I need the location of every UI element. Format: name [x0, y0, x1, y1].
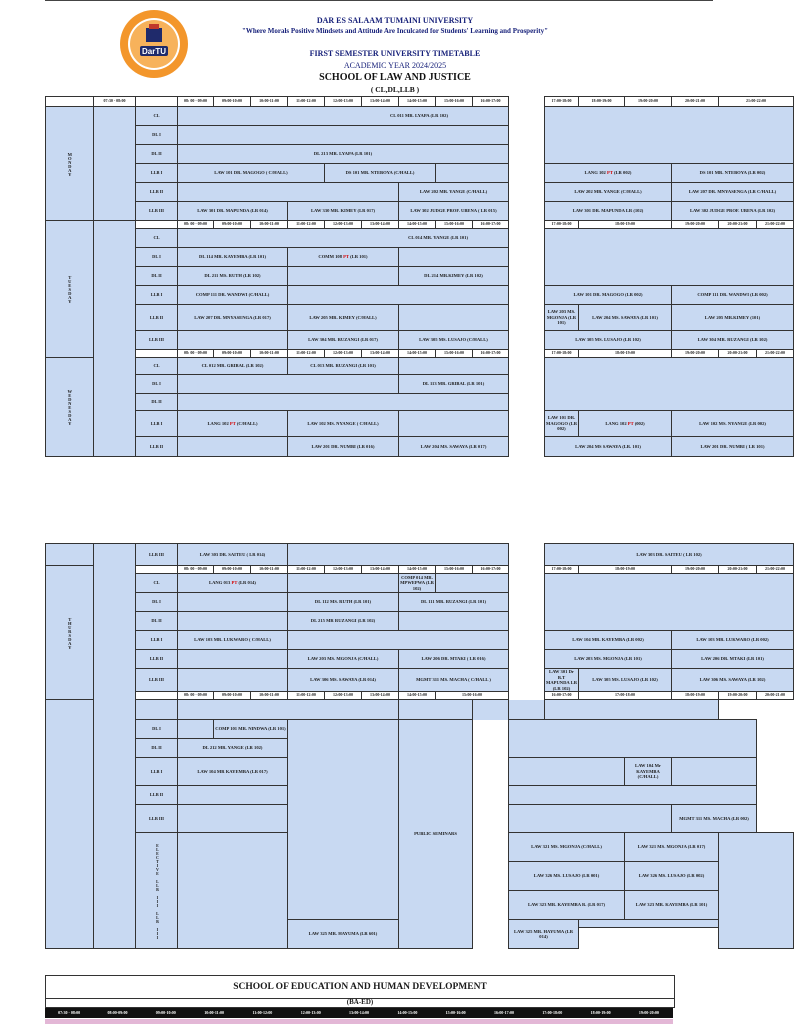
slot-cell: 08: 00 - 09:00: [178, 97, 214, 107]
slot-cell: 07:30 - 08:00: [58, 1010, 81, 1015]
timetable-cell: 19:00-20:00: [672, 221, 719, 229]
timetable-cell: [178, 593, 288, 612]
timetable-cell: DL 211 MS. RUTH (LR 102): [178, 267, 288, 286]
timetable-row: [46, 229, 794, 248]
timetable-cell: LAW 202 MR. YANGE (C/HALL): [399, 183, 509, 202]
timetable-cell: [545, 358, 794, 411]
session-gap: [509, 97, 545, 107]
timetable-cell: LAW 304 MR. RUZANGI (LR 017): [288, 331, 399, 350]
timetable-cell: LAW 104 MR. KAYEMBA (LR 002): [545, 631, 672, 650]
timetable-cell: LAW 202 MR. YANGE (C/HALL): [545, 183, 672, 202]
timetable-cell: DL I: [136, 375, 178, 394]
timetable-cell: LAW 203 MS. MGONJA (LR 101): [545, 650, 672, 669]
slot-cell: 17:00-18:00: [542, 1010, 563, 1015]
slot-cell: 21:00-22:00: [719, 97, 794, 107]
timetable-cell: 11:00-12:00: [288, 221, 325, 229]
timetable-cell: DL 112 MS. RUTH (LR 101): [288, 593, 399, 612]
timetable-cell: 16:00-17:00: [473, 566, 509, 574]
timetable-cell: 17:00-18:00: [545, 566, 579, 574]
timetable-cell: LAW 301 DR. MAPUNDA (LR 014): [178, 202, 288, 221]
timetable-cell: [436, 164, 509, 183]
timetable-cell: [178, 650, 288, 669]
timetable-cell: [178, 331, 288, 350]
slot-cell: 11:00-12:00: [288, 97, 325, 107]
timetable-cell: LAW 102 MS. NYANGE (LR 002): [672, 411, 794, 437]
timetable-cell: LAW 326 MS. LUSAJO (LR 001): [509, 862, 625, 891]
cell-text: PT: [627, 420, 634, 426]
slot-cell: 20:00-21:00: [672, 97, 719, 107]
day-wednesday: WEDNESDAY: [46, 358, 94, 457]
timetable-cell: [178, 126, 509, 145]
timetable-cell: LAW 323 MR. KAYEMBA R. (LR 017): [509, 891, 625, 920]
timetable-cell: LAW 102 MS. NYANGE ( C/HALL): [288, 411, 399, 437]
timetable-cell: 09:00-10:00: [214, 692, 251, 700]
timetable-cell: 13:00-14:00: [362, 221, 399, 229]
slot-cell: 13:00-14:00: [349, 1010, 370, 1015]
class-label: DL I: [136, 126, 178, 145]
slot-cell: 07:30 - 08:00: [94, 97, 136, 107]
timetable-friday: [45, 719, 794, 949]
timetable-cell: DL 215 MR RUZANGI (LR 102): [288, 612, 399, 631]
timetable-cell: LAW 101 DR. MAGOGO (LR 002): [545, 286, 672, 305]
timetable-cell: LAW 101 DR. MAGOGO ( C/HALL): [178, 164, 325, 183]
slot-cell: 13:00-14:00: [362, 97, 399, 107]
morning-band: [94, 720, 136, 949]
timetable-cell: [399, 248, 509, 267]
timetable-cell: LAW 321 MS. MGONJA (C/HALL): [509, 833, 625, 862]
cell-text: PT: [343, 254, 349, 260]
academic-year: ACADEMIC YEAR 2024/2025: [343, 61, 447, 70]
timetable-cell: LAW 301 Dr B.T MAPUNDA LR (LR 102): [546, 669, 578, 691]
timetable-row: [46, 164, 794, 183]
timetable-row: [46, 286, 794, 305]
timetable-cell: 21:00-22:00: [757, 566, 794, 574]
timetable-cell: LAW 103 MR. LUKWARO ( C/HALL): [178, 631, 288, 650]
timetable-cell: LLB II: [136, 305, 178, 331]
friday-day-band: [46, 720, 94, 949]
timetable-cell: 18:00-19:00: [672, 692, 719, 700]
timetable-cell: 09:00-10:00: [214, 221, 251, 229]
timetable-cell: 09:00-10:00: [214, 350, 251, 358]
timetable-cell: 11:00-12:00: [288, 566, 325, 574]
timetable-cell: [178, 183, 399, 202]
cell-text: (LR 002): [612, 170, 632, 176]
school-title: SCHOOL OF LAW AND JUSTICE: [319, 72, 471, 83]
timetable-row: [46, 692, 794, 700]
timetable-cell: [399, 305, 509, 331]
slot-cell: 09:00-10:00: [214, 97, 251, 107]
timetable-cell: 19:00-20:00: [672, 566, 719, 574]
timetable-cell: 10:00-11:00: [251, 221, 288, 229]
slot-cell: 15:00-16:00: [445, 1010, 466, 1015]
programmes-label: ( CL,DL,LLB ): [370, 85, 420, 94]
morning-band: [94, 221, 136, 457]
timetable-cell: LAW 207 DR. MNYASENGA (LR C/HALL): [672, 183, 794, 202]
timetable-cell: LAW 325 MR. HAYUMA (LR 014): [509, 920, 579, 949]
timetable-cell: CL 012 MR. GRIBAL (LR 102): [178, 358, 288, 375]
timetable-cell: [178, 833, 288, 949]
timetable-cell: 10:00-11:00: [251, 350, 288, 358]
timetable-cell: LAW 201 DR. NUMBI (LR 016): [288, 437, 399, 457]
timetable-cell: LAW 207 DR. MNYASENGA (LR 017): [178, 305, 288, 331]
timetable-cell: 13:00-14:00: [362, 692, 399, 700]
slot-cell: 16:00-17:00: [493, 1010, 514, 1015]
timetable-cell: DL 111 MR. RUZANGI (LR 101): [399, 593, 509, 612]
timetable-cell: LAW 326 MS. LUSAJO (LR 002): [625, 862, 719, 891]
timetable-cell: LAW 104 Mr KAYEMBA (C/HALL): [625, 758, 672, 786]
cell-text: LANG 102: [605, 420, 628, 426]
logo-text: DarTU: [141, 47, 167, 56]
timetable-cell: 15:00-16:00: [436, 350, 473, 358]
timetable-cell: LAW 330 MR. KIMEY (LR 017): [288, 202, 399, 221]
slot-cell: [46, 97, 94, 107]
timetable-cell: 08: 00 - 09:00: [178, 221, 214, 229]
timetable-cell: [545, 164, 672, 183]
timetable-cell: CL: [136, 229, 178, 248]
cell-text: LANG 102: [584, 170, 608, 176]
timetable-cell: LAW 302 JUDGE PROF. UBENA ( LR 015): [399, 202, 509, 221]
timetable-cell: LAW 101 DR. MAGOGO (LR 002): [545, 411, 579, 437]
timetable-cell: LAW 203 MS. MGONJA (C/HALL): [288, 650, 399, 669]
timetable-cell: LLB II: [136, 437, 178, 457]
timetable-cell: LLB III: [136, 669, 178, 692]
timetable-cell: DS 101 MR. NTEBOYA (C/HALL): [325, 164, 436, 183]
cell-text: (LR 101): [348, 254, 368, 260]
timetable-cell: [178, 411, 288, 437]
cell-text: LANG 102: [207, 420, 230, 426]
timetable-cell: 12:00-13:00: [325, 350, 362, 358]
timetable-cell: CL 014 MR. YANGE (LR 101): [178, 229, 509, 248]
timetable-cell: LAW 103 MR. LUKWARO (LR 002): [672, 631, 794, 650]
timetable-cell: [178, 805, 288, 833]
timetable-cell: [136, 566, 178, 574]
timetable-cell: CL: [136, 574, 178, 593]
timetable-cell: [545, 229, 794, 286]
day-tuesday: TUESDAY: [46, 221, 94, 358]
timetable-cell: 15:00-16:00: [436, 692, 509, 700]
timetable-cell: 20:00-21:00: [719, 566, 757, 574]
morning-band: [94, 107, 136, 221]
slot-cell: 14:00-15:00: [397, 1010, 418, 1015]
timetable-cell: [399, 411, 509, 437]
timetable-row: [46, 650, 794, 669]
timetable-cell: DL II: [136, 267, 178, 286]
timetable-row: [46, 202, 794, 221]
timetable-cell: [399, 358, 509, 375]
timetable-cell: 13:00-14:00: [362, 350, 399, 358]
timetable-cell: 12:00-13:00: [325, 221, 362, 229]
class-label: CL: [136, 107, 178, 126]
timetable-cell: 16:00-17:00: [473, 350, 509, 358]
timetable-cell: [288, 631, 509, 650]
timetable-cell: LLB I: [136, 286, 178, 305]
timetable-cell: 12:00-13:00: [325, 692, 362, 700]
timetable-cell: [436, 574, 509, 593]
timetable-cell: LAW 206 DR. MTAKI ( LR 016): [399, 650, 509, 669]
cell-text: LANG 013: [209, 580, 232, 586]
timetable-cell: DL II: [136, 612, 178, 631]
session-divider: [473, 720, 509, 949]
timetable-row: [46, 669, 794, 692]
timetable-cell: 19:00-20:00: [719, 692, 757, 700]
class-label: LLB I: [136, 164, 178, 183]
timetable-cell: COMP 111 DR. WANDWI (C/HALL): [178, 286, 288, 305]
timetable-cell: 21:00-22:00: [757, 221, 794, 229]
slot-cell: 10:00-11:00: [204, 1010, 224, 1015]
timetable-cell: LAW 306 MS. SAWAYA (LR 102): [672, 669, 794, 692]
slot-cell: [136, 97, 178, 107]
cell-text: (002): [633, 420, 645, 426]
timetable-cell: 15:00-16:00: [436, 221, 473, 229]
timetable-cell: 14:00-15:00: [399, 221, 436, 229]
timetable-cell: [136, 692, 178, 700]
slot-cell: 12:00-13:00: [300, 1010, 321, 1015]
day-thursday: THURSDAY: [46, 566, 94, 700]
timetable-cell: [288, 286, 509, 305]
top-rule: [45, 0, 713, 1]
timetable-cell: [288, 720, 399, 920]
timetable-row: [46, 331, 794, 350]
timetable-row: [46, 437, 794, 457]
day-monday: MONDAY: [46, 107, 94, 221]
timetable-cell: LAW 305 MS. LUSAJO (C/HALL): [399, 331, 509, 350]
timetable-cell: 08: 00 - 09:00: [178, 566, 214, 574]
cell-text: PT: [607, 170, 613, 176]
timetable-cell: 11:00-12:00: [288, 692, 325, 700]
university-motto: "Where Morals Positive Mindsets and Attitude Are Inculcated for Students' Learning and Prosperity": [242, 27, 548, 35]
school-education-row: [45, 1019, 673, 1024]
timetable-cell: [178, 574, 288, 593]
school-education-slot-row: [45, 1008, 673, 1018]
cell-text: COMM 108: [318, 254, 344, 260]
timetable-cell: 08: 00 - 09:00: [178, 692, 214, 700]
cell-text: PT: [231, 580, 238, 586]
class-label: LLB II: [136, 183, 178, 202]
timetable-row: [46, 411, 794, 437]
timetable-cell: LLB III: [136, 805, 178, 833]
timetable-cell: DL 214 MR.KIMEY (LR 102): [399, 267, 509, 286]
slot-cell: 12:00-13:00: [325, 97, 362, 107]
timetable-cell: DL 113 MR. GRIBAL (LR 101): [399, 375, 509, 394]
timetable-cell: LAW 204 MS SAWAYA (LR. 101): [545, 437, 672, 457]
timetable-cell: [509, 758, 625, 786]
timetable-cell: [178, 669, 288, 692]
slot-cell: 09:00-10:00: [155, 1010, 176, 1015]
timetable-row: [46, 183, 794, 202]
timetable-cell: 18:00-19:00: [579, 350, 672, 358]
timetable-page-1: [45, 96, 794, 457]
timetable-cell: DL 114 MR. KAYEMBA (LR 101): [178, 248, 288, 267]
timetable-cell: [136, 221, 178, 229]
class-label: LLB III: [136, 202, 178, 221]
timetable-cell: MGMT 311 MS. MACHA ( C/HALL ): [399, 669, 509, 692]
cell-text: PT: [229, 420, 236, 426]
timetable-cell: 10:00-11:00: [251, 566, 288, 574]
timetable-row: [46, 350, 794, 358]
school-education-programme: (BA-ED): [45, 997, 675, 1008]
school-education-title: SCHOOL OF EDUCATION AND HUMAN DEVELOPMENT: [45, 975, 675, 999]
timetable-cell: CL 011 MR. LYAPA (LR 102): [178, 107, 509, 126]
timetable-row: [46, 631, 794, 650]
timetable-cell: LAW 301 DR. MAPUNDA LR (102): [545, 202, 672, 221]
timetable-cell: 18:00-19:00: [579, 566, 672, 574]
slot-cell: 17:00-18:00: [545, 97, 579, 107]
timetable-cell: 15:00-16:00: [436, 566, 473, 574]
timetable-cell: 20:00-21:00: [719, 221, 757, 229]
timetable-cell: [178, 720, 214, 739]
university-logo: [118, 8, 190, 80]
timetable-cell: LAW 206 DR. MTAKI (LR 101): [672, 650, 794, 669]
slot-cell: 11:00-12:00: [252, 1010, 273, 1015]
timetable-cell: 20:00-21:00: [719, 350, 757, 358]
timetable-cell: [545, 107, 794, 164]
timetable-cell: LAW 104 MR KAYEMBA (LR 017): [178, 758, 288, 786]
timetable-row: [46, 544, 794, 566]
timetable-row: [46, 566, 794, 574]
timetable-cell: 11:00-12:00: [288, 350, 325, 358]
timetable-row: [46, 574, 794, 593]
timetable-cell: [509, 720, 757, 758]
timetable-row: [46, 221, 794, 229]
timetable-cell: 16:00-17:00: [545, 692, 579, 700]
timetable-cell: 21:00-22:00: [757, 350, 794, 358]
timetable-cell: DL I: [136, 720, 178, 739]
class-label: DL II: [136, 145, 178, 164]
timetable-cell: [288, 574, 399, 593]
timetable-cell: 10:00-11:00: [251, 692, 288, 700]
timetable-cell: LAW 302 JUDGE PROF. UBENA (LR 102): [672, 202, 794, 221]
slot-cell: 10:00-11:00: [251, 97, 288, 107]
timetable-cell: 14:00-15:00: [399, 692, 436, 700]
university-name: DAR ES SALAAM TUMAINI UNIVERSITY: [316, 16, 474, 25]
slot-row: [46, 97, 794, 107]
timetable-cell: LAW 306 MS. SAWAYA (LR 014): [288, 669, 399, 692]
timetable-cell: 17:00-18:00: [545, 221, 579, 229]
timetable-row: [46, 358, 794, 375]
timetable-cell: LAW 303 DR. SAITEU ( LR 014): [178, 544, 288, 566]
timetable-cell: [509, 805, 672, 833]
timetable-cell: LLB III: [136, 331, 178, 350]
timetable-cell: 12:00-13:00: [325, 566, 362, 574]
timetable-cell: [178, 437, 288, 457]
timetable-cell: DL I: [136, 593, 178, 612]
timetable-cell: [509, 786, 757, 805]
timetable-cell: COMP 111 DR. WANDWI (LR 002): [672, 286, 794, 305]
timetable-cell: LAW 325 MR. HAYUMA (LR 601): [288, 920, 399, 949]
cell-text: (C/HALL): [235, 420, 258, 426]
timetable-cell: LLB I: [136, 411, 178, 437]
timetable-cell: MGMT 311 MS. MACHA (LR 002): [672, 805, 757, 833]
timetable-cell: 20:00-21:00: [757, 692, 794, 700]
timetable-cell: LLB I: [136, 631, 178, 650]
timetable-cell: 14:00-15:00: [399, 566, 436, 574]
timetable-title: FIRST SEMESTER UNIVERSITY TIMETABLE: [309, 49, 481, 58]
public-seminars: PUBLIC SEMINARS: [399, 720, 473, 949]
timetable-cell: DL 212 MR. YANGE (LR 102): [178, 739, 288, 758]
timetable-cell: LAW 205 MR. KIMEY (C/HALL): [288, 305, 399, 331]
slot-cell: 08:00-09:00: [107, 1010, 128, 1015]
timetable-cell: 17:00-18:00: [545, 350, 579, 358]
elective-label: ELECTIVE LLB III LLB III: [136, 833, 178, 949]
timetable-cell: [672, 758, 757, 786]
session-divider: [509, 107, 545, 221]
timetable-cell: LAW 204 MS. SAWAYA (LR 101): [579, 305, 672, 331]
slot-cell: 15:00-16:00: [436, 97, 473, 107]
timetable-cell: [579, 411, 672, 437]
slot-cell: 18:00-19:00: [590, 1010, 611, 1015]
timetable-cell: [288, 267, 399, 286]
timetable-cell: CL 013 MR. RUZANGI (LR 101): [288, 358, 399, 375]
timetable-row: [46, 720, 794, 739]
timetable-cell: 08: 00 - 09:00: [178, 350, 214, 358]
timetable-cell: [545, 574, 794, 631]
timetable-cell: LLB II: [136, 650, 178, 669]
timetable-cell: LLB II: [136, 786, 178, 805]
timetable-cell: 16:00-17:00: [473, 221, 509, 229]
timetable-cell: 14:00-15:00: [399, 350, 436, 358]
timetable-cell: 19:00-20:00: [672, 350, 719, 358]
timetable-cell: LAW 321 MS. MGONJA (LR 017): [625, 833, 719, 862]
timetable-cell: CL: [136, 358, 178, 375]
timetable-cell: [136, 350, 178, 358]
timetable-cell: [719, 833, 794, 949]
timetable-cell: [178, 612, 288, 631]
timetable-row: [46, 107, 794, 126]
timetable-cell: DL II: [136, 739, 178, 758]
timetable-cell: LLB III: [136, 544, 178, 566]
timetable-cell: [399, 612, 509, 631]
timetable-cell: LAW 204 MS. SAWAYA (LR 017): [399, 437, 509, 457]
slot-cell: 19:00-20:00: [638, 1010, 659, 1015]
timetable-cell: 18:00-19:00: [579, 221, 672, 229]
timetable-cell: [178, 394, 509, 411]
timetable-cell: LAW 304 MR. RUZANGI (LR 102): [672, 331, 794, 350]
slot-cell: 19:00-20:00: [625, 97, 672, 107]
timetable-cell: LAW 205 MR.KIMEY (101): [672, 305, 794, 331]
timetable-cell: DL II: [136, 394, 178, 411]
timetable-cell: LAW 303 DR. SAITEU ( LR 102): [545, 544, 794, 566]
wed-continued: [46, 544, 94, 566]
slot-cell: 18:00-19:00: [579, 97, 625, 107]
slot-cell: 14:00-15:00: [399, 97, 436, 107]
timetable-cell: [288, 248, 399, 267]
timetable-cell: DL I: [136, 248, 178, 267]
timetable-cell: LAW 305 MS. LUSAJO (LR 102): [545, 331, 672, 350]
timetable-cell: COMP 101 MR. NINDWA (LR 101): [214, 720, 288, 739]
timetable-cell: [288, 544, 509, 566]
timetable-cell: [178, 375, 399, 394]
timetable-cell: DL 213 MR. LYAPA (LR 101): [178, 145, 509, 164]
timetable-cell: LAW 305 MS. LUSAJO (LR 102): [579, 669, 672, 692]
timetable-cell: 09:00-10:00: [214, 566, 251, 574]
timetable-cell: LAW 323 MR. KAYEMBA (LR 101): [625, 891, 719, 920]
cell-text: (LR 014): [237, 580, 256, 586]
timetable-cell: 17:00-18:00: [579, 692, 672, 700]
timetable-cell: 13:00-14:00: [362, 566, 399, 574]
timetable-cell: LAW 203 MS. MGONJA (LR 101): [545, 305, 579, 331]
timetable-cell: LLB I: [136, 758, 178, 786]
timetable-cell: [178, 786, 288, 805]
timetable-cell: COMP 014 MR. MPWEPWA (LR 102): [400, 574, 434, 591]
timetable-row: [46, 305, 794, 331]
slot-cell: 16:00-17:00: [473, 97, 509, 107]
session-divider: [509, 221, 545, 457]
timetable-cell: LAW 201 DR. NUMBI ( LR 101): [672, 437, 794, 457]
timetable-cell: DS 101 MR. NTEBOYA (LR 002): [672, 164, 794, 183]
